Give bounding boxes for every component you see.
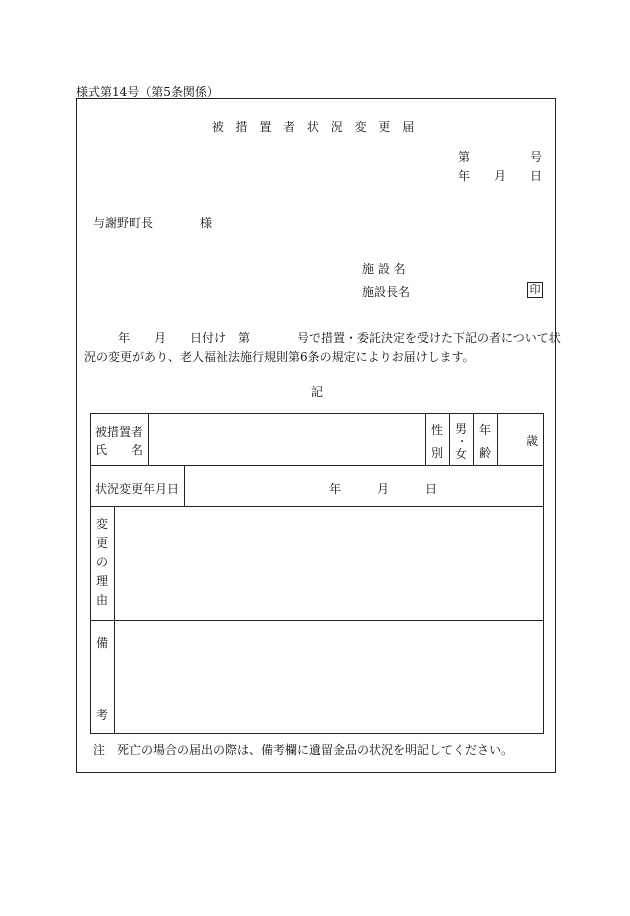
date-year: 年 xyxy=(458,169,471,183)
sex-label-2: 別 xyxy=(431,446,444,460)
seal-mark: 印 xyxy=(527,282,543,298)
table-rule xyxy=(473,413,474,465)
age-unit: 歳 xyxy=(526,434,539,448)
date-day: 日 xyxy=(530,169,543,183)
sex-option-male: 男 xyxy=(455,422,468,436)
body-day-tsuke: 日付け xyxy=(190,331,227,345)
reason-label xyxy=(96,518,108,613)
body-line1-text: 号で措置・委託決定を受けた下記の者について状 xyxy=(297,331,561,345)
reason-char: 更 xyxy=(96,536,109,550)
table-rule xyxy=(449,413,450,465)
ki-label: 記 xyxy=(311,385,324,399)
change-date-day: 日 xyxy=(425,482,438,496)
table-rule xyxy=(114,506,115,734)
body-month: 月 xyxy=(154,331,167,345)
sex-option-female: 女 xyxy=(455,447,468,461)
person-label-1: 被措置者 xyxy=(95,425,144,439)
table-rule xyxy=(425,413,426,465)
date-month: 月 xyxy=(494,169,507,183)
body-dai: 第 xyxy=(238,331,251,345)
facility-name-label: 施 設 名 xyxy=(362,262,406,276)
change-date-month: 月 xyxy=(377,482,390,496)
person-label-2: 氏 名 xyxy=(95,443,144,457)
table-rule xyxy=(90,465,544,466)
table-rule xyxy=(90,506,544,507)
body-year: 年 xyxy=(118,331,131,345)
form-number-label: 様式第14号（第5条関係） xyxy=(76,85,219,99)
reason-char: 由 xyxy=(96,593,109,607)
details-table xyxy=(90,413,544,734)
reason-char: 変 xyxy=(96,517,109,531)
table-rule xyxy=(148,413,149,465)
change-date-label: 状況変更年月日 xyxy=(95,482,180,496)
remarks-label-1: 備 xyxy=(96,636,109,650)
reason-char: 理 xyxy=(96,574,109,588)
body-line2-text: 況の変更があり、老人福祉法施行規則第6条の規定によりお届けします。 xyxy=(84,350,475,364)
footnote: 注 死亡の場合の届出の際は、備考欄に遺留金品の状況を明記してください。 xyxy=(93,743,514,757)
age-label-2: 齢 xyxy=(479,446,492,460)
facility-head-label: 施設長名 xyxy=(362,285,411,299)
table-rule xyxy=(90,620,544,621)
doc-number-dai: 第 xyxy=(458,150,471,164)
remarks-label-2: 考 xyxy=(96,708,109,722)
age-label-1: 年 xyxy=(479,423,492,437)
table-rule xyxy=(184,465,185,506)
change-date-year: 年 xyxy=(329,482,342,496)
addressee-honorific: 様 xyxy=(200,216,213,230)
document-title: 被 措 置 者 状 況 変 更 届 xyxy=(211,120,419,134)
reason-char: の xyxy=(96,555,109,569)
table-rule xyxy=(497,413,498,465)
addressee-name: 与謝野町長 xyxy=(93,216,154,230)
sex-option-separator: ・ xyxy=(457,437,467,448)
doc-number-go: 号 xyxy=(530,150,543,164)
sex-label-1: 性 xyxy=(431,423,444,437)
